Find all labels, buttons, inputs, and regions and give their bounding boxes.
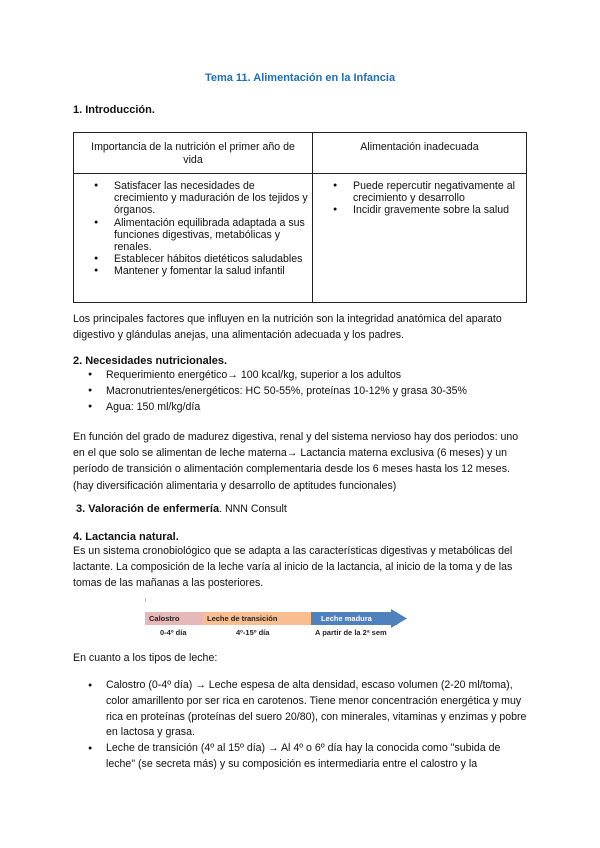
diagram-label-calostro: 0-4º día [160,628,187,637]
paragraph-factores: Los principales factores que influyen en la nutrición son la integridad anatómica del aparato digestivo y glándulas anejas, una alimentación adecuada y los padres. [73,313,502,342]
section-heading-lactancia: 4. Lactancia natural. [73,531,179,543]
table-header-inadequate: Alimentación inadecuada [313,133,527,174]
list-item: ● Establecer hábitos dietéticos saludables [74,253,308,265]
diagram-segment-calostro: Calostro [145,612,203,625]
section-heading-necesidades: 2. Necesidades nutricionales. [73,355,228,367]
section-heading-valoracion: 3. Valoración de enfermería [76,503,220,515]
paragraph-lactancia: Es un sistema cronobiológico que se adapta a las características digestivas y metabólicas del lactante. La composición de la leche varía al inicio de la lactancia, al inicio de la toma y de las tomas de las mañanas a las posteriores. [73,545,513,590]
list-item: ● Requerimiento energético→ 100 kcal/kg, superior a los adultos [73,367,527,383]
diagram-segment-madura: Leche madura [311,612,397,625]
list-item: ● Agua: 150 ml/kg/día [73,399,527,415]
diagram-label-transicion: 4º-15º día [236,628,270,637]
tipos-list [73,678,527,773]
list-item: ● Incidir gravemente sobre la salud [313,204,522,216]
table-header-importance: Importancia de la nutrición el primer año de vida [74,133,313,174]
section-heading-intro: 1. Introducción. [73,104,155,116]
list-item: ● Leche de transición (4º al 15º día) → Al 4º o 6º día hay la conocida como "subida de leche" (se secreta más) y su composición es intermediaria entre el calostro y la [73,741,527,773]
page-title: Tema 11. Alimentación en la Infancia [204,72,396,84]
nutrition-table [73,132,527,303]
table-cell-inadequate [313,174,527,303]
paragraph-periodos: En función del grado de madurez digestiva, renal y del sistema nervioso hay dos periodos: uno en el que solo se alimentan de leche materna→ Lactancia materna exclusiva (6 meses) y un período de transición o alimentación complementaria desde los 6 meses hasta los 12 meses. (hay diversificación alimentaria y desarrollo de aptitudes funcionales) [73,431,519,492]
necesidades-list [73,367,527,416]
diagram-arrow-head [391,609,407,628]
list-item: ● Puede repercutir negativamente al crecimiento y desarrollo [313,180,522,204]
milk-stages-diagram [145,609,407,645]
paragraph-tipos: En cuanto a los tipos de leche: [73,652,218,664]
diagram-segment-transicion: Leche de transición [203,612,311,625]
nnn-consult-text: . NNN Consult [219,503,287,515]
list-item: ● Calostro (0-4º día) → Leche espesa de alta densidad, escaso volumen (2-20 ml/toma), color amarillento por ser rica en carotenos. Tiene menor concentración energética y muy rica en proteínas (proteínas del suero 20/80), con minerales, vitaminas y enzimas y pobre en lactosa y grasa. [73,678,527,741]
diagram-label-madura: A partir de la 2ª sem [315,628,387,637]
table-cell-importance [74,174,313,303]
list-item: ● Macronutrientes/energéticos: HC 50-55%, proteínas 10-12% y grasa 30-35% [73,383,527,399]
list-item: ● Satisfacer las necesidades de crecimiento y maduración de los tejidos y órganos. [74,180,308,217]
list-item: ● Mantener y fomentar la salud infantil [74,265,308,277]
list-item: ● Alimentación equilibrada adaptada a sus funciones digestivas, metabólicas y renales. [74,217,308,254]
section-valoracion [76,503,287,515]
